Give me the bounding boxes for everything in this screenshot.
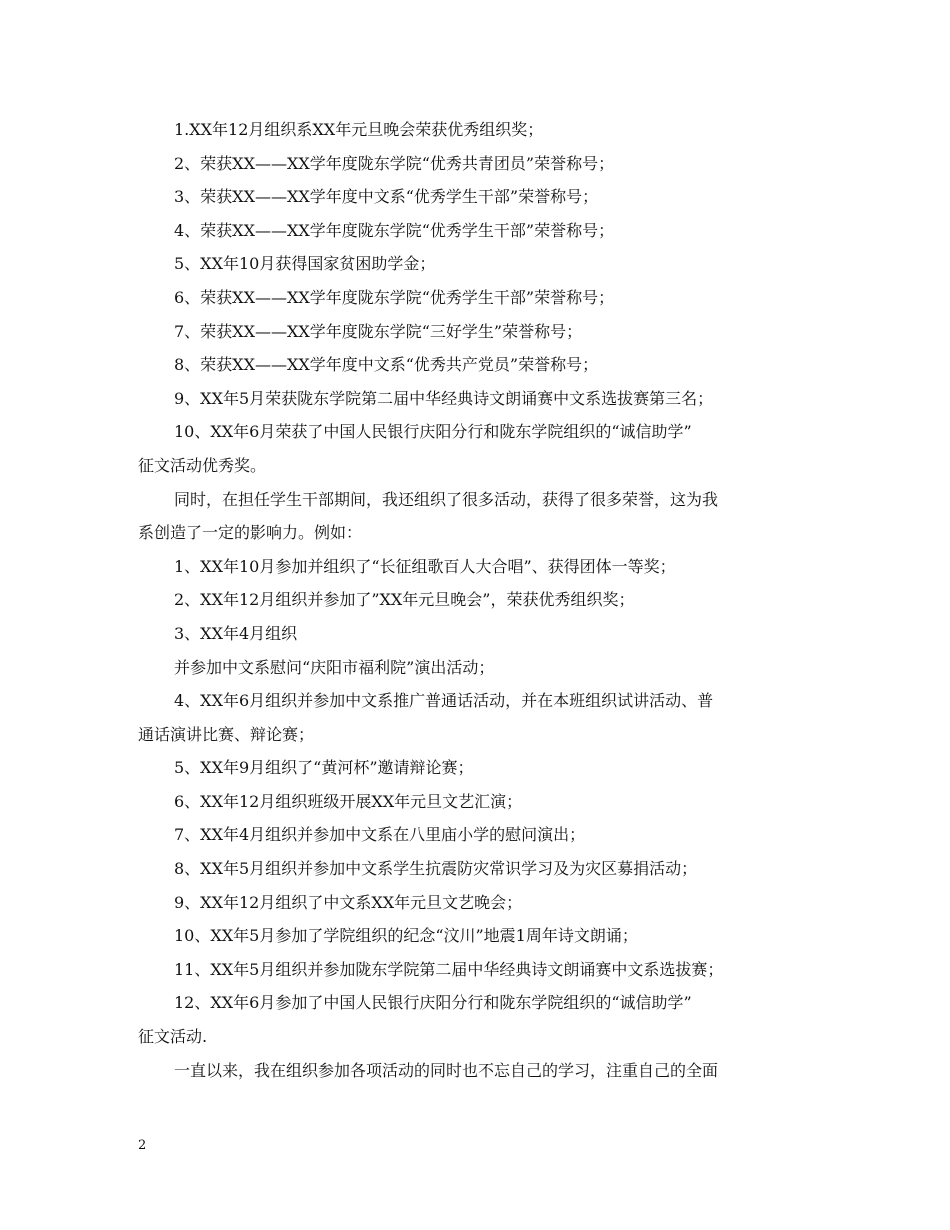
text-line: 2、荣获XX——XX学年度陇东学院“优秀共青团员”荣誉称号； [174, 153, 615, 173]
text-line: 4、荣获XX——XX学年度陇东学院“优秀学生干部”荣誉称号； [174, 220, 615, 240]
text-line: 12、XX年6月参加了中国人民银行庆阳分行和陇东学院组织的“诚信助学” [174, 993, 692, 1013]
text-line: 一直以来，我在组织参加各项活动的同时也不忘自己的学习，注重自己的全面 [174, 1060, 719, 1080]
text-line: 10、XX年6月荣获了中国人民银行庆阳分行和陇东学院组织的“诚信助学” [174, 422, 692, 442]
text-line: 9、XX年5月荣获陇东学院第二届中华经典诗文朗诵赛中文系选拔赛第三名； [174, 388, 714, 408]
text-line: 征文活动. [138, 1027, 208, 1047]
text-line: 11、XX年5月组织并参加陇东学院第二届中华经典诗文朗诵赛中文系选拔赛； [174, 959, 724, 979]
text-line: 系创造了一定的影响力。例如： [138, 523, 363, 543]
text-line: 并参加中文系慰问“庆阳市福利院”演出活动； [174, 657, 495, 677]
text-line: 6、荣获XX——XX学年度陇东学院“优秀学生干部”荣誉称号； [174, 287, 615, 307]
page-number: 2 [138, 1138, 147, 1153]
text-line: 2、XX年12月组织并参加了”XX年元旦晚会”，荣获优秀组织奖； [174, 590, 635, 610]
text-line: 1、XX年10月参加并组织了“长征组歌百人大合唱”、获得团体一等奖； [174, 556, 676, 576]
text-line: 通话演讲比赛、辩论赛； [138, 724, 315, 744]
text-line: 1.XX年12月组织系XX年元旦晚会荣获优秀组织奖； [174, 120, 544, 139]
text-line: 3、XX年4月组织 [174, 623, 298, 643]
text-line: 6、XX年12月组织班级开展XX年元旦文艺汇演； [174, 791, 523, 811]
text-line: 5、XX年9月组织了“黄河杯”邀请辩论赛； [174, 758, 474, 778]
text-line: 9、XX年12月组织了中文系XX年元旦文艺晚会； [174, 892, 523, 912]
text-line: 5、XX年10月获得国家贫困助学金； [174, 254, 436, 274]
text-line: 同时，在担任学生干部期间，我还组织了很多活动，获得了很多荣誉，这为我 [174, 489, 719, 509]
text-line: 7、荣获XX——XX学年度陇东学院“三好学生”荣誉称号； [174, 321, 583, 341]
text-line: 8、XX年5月组织并参加中文系学生抗震防灾常识学习及为灾区募捐活动； [174, 859, 698, 879]
text-line: 7、XX年4月组织并参加中文系在八里庙小学的慰问演出； [174, 825, 586, 845]
text-line: 10、XX年5月参加了学院组织的纪念“汶川”地震1周年诗文朗诵； [174, 926, 638, 946]
text-line: 3、荣获XX——XX学年度中文系“优秀学生干部”荣誉称号； [174, 187, 599, 207]
text-line: 征文活动优秀奖。 [138, 455, 267, 475]
text-line: 8、荣获XX——XX学年度中文系“优秀共产党员”荣誉称号； [174, 355, 599, 375]
text-line: 4、XX年6月组织并参加中文系推广普通话活动，并在本班组织试讲活动、普 [174, 691, 714, 711]
document-body [138, 113, 818, 1087]
